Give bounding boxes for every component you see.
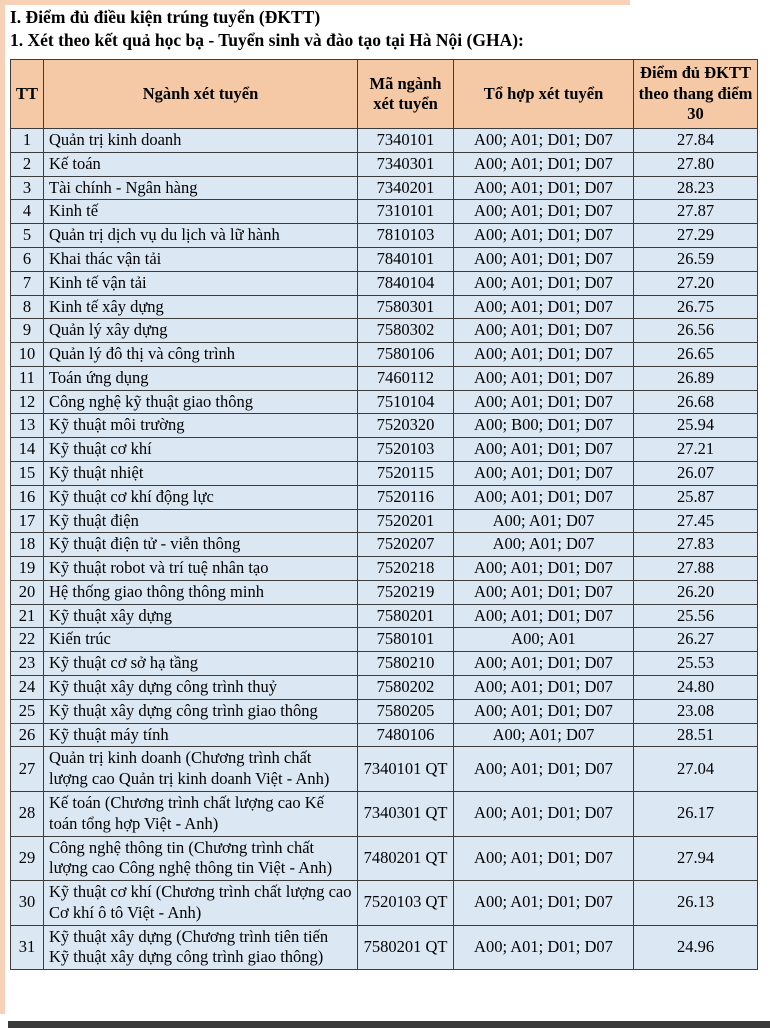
cell-nganh: Kỹ thuật máy tính — [44, 723, 358, 747]
cell-tt: 14 — [11, 438, 44, 462]
cell-tohop: A00; A01; D01; D07 — [454, 129, 634, 153]
cell-diem: 26.59 — [634, 247, 758, 271]
cell-diem: 27.83 — [634, 533, 758, 557]
cell-ma: 7520219 — [358, 580, 454, 604]
cell-nganh: Kinh tế vận tải — [44, 271, 358, 295]
cell-diem: 26.13 — [634, 881, 758, 926]
cell-diem: 27.04 — [634, 747, 758, 792]
cell-ma: 7480201 QT — [358, 836, 454, 881]
cell-diem: 28.51 — [634, 723, 758, 747]
cell-nganh: Kỹ thuật robot và trí tuệ nhân tạo — [44, 557, 358, 581]
cell-tt: 21 — [11, 604, 44, 628]
cell-nganh: Kiến trúc — [44, 628, 358, 652]
cell-tt: 11 — [11, 366, 44, 390]
cell-nganh: Quản trị dịch vụ du lịch và lữ hành — [44, 224, 358, 248]
table-row — [11, 462, 758, 486]
table-row — [11, 152, 758, 176]
table-row — [11, 723, 758, 747]
cell-nganh: Kỹ thuật nhiệt — [44, 462, 358, 486]
cell-tohop: A00; A01; D07 — [454, 723, 634, 747]
cell-ma: 7520201 — [358, 509, 454, 533]
cell-tohop: A00; A01; D01; D07 — [454, 604, 634, 628]
cell-tt: 13 — [11, 414, 44, 438]
cell-diem: 26.56 — [634, 319, 758, 343]
header-nganh: Ngành xét tuyển — [44, 60, 358, 129]
table-row — [11, 557, 758, 581]
admission-score-table — [10, 59, 758, 970]
cell-tt: 1 — [11, 129, 44, 153]
cell-ma: 7520116 — [358, 485, 454, 509]
table-header — [11, 60, 758, 129]
cell-diem: 26.20 — [634, 580, 758, 604]
table-row — [11, 485, 758, 509]
table-row — [11, 129, 758, 153]
cell-diem: 25.94 — [634, 414, 758, 438]
cell-tt: 10 — [11, 343, 44, 367]
table-row — [11, 652, 758, 676]
cell-ma: 7580302 — [358, 319, 454, 343]
cell-tt: 20 — [11, 580, 44, 604]
cell-ma: 7460112 — [358, 366, 454, 390]
cell-tohop: A00; A01; D01; D07 — [454, 881, 634, 926]
cell-nganh: Quản trị kinh doanh — [44, 129, 358, 153]
cell-tt: 30 — [11, 881, 44, 926]
cell-tohop: A00; A01; D01; D07 — [454, 925, 634, 970]
cell-ma: 7340301 — [358, 152, 454, 176]
cell-nganh: Kỹ thuật điện tử - viễn thông — [44, 533, 358, 557]
table-row — [11, 699, 758, 723]
cell-tt: 18 — [11, 533, 44, 557]
cell-ma: 7340301 QT — [358, 791, 454, 836]
table-row — [11, 881, 758, 926]
cell-diem: 25.56 — [634, 604, 758, 628]
cell-tohop: A00; A01; D01; D07 — [454, 224, 634, 248]
cell-ma: 7580202 — [358, 676, 454, 700]
cell-nganh: Công nghệ kỹ thuật giao thông — [44, 390, 358, 414]
cell-diem: 26.68 — [634, 390, 758, 414]
cell-nganh: Kỹ thuật cơ khí — [44, 438, 358, 462]
cell-nganh: Kế toán (Chương trình chất lượng cao Kế toán tổng hợp Việt - Anh) — [44, 791, 358, 836]
cell-ma: 7340101 — [358, 129, 454, 153]
table-row — [11, 319, 758, 343]
table-row — [11, 676, 758, 700]
cell-nganh: Kinh tế — [44, 200, 358, 224]
cell-ma: 7580201 — [358, 604, 454, 628]
cell-tohop: A00; A01; D01; D07 — [454, 366, 634, 390]
cell-tt: 31 — [11, 925, 44, 970]
cell-diem: 25.87 — [634, 485, 758, 509]
cell-diem: 26.07 — [634, 462, 758, 486]
cell-nganh: Kỹ thuật cơ sở hạ tầng — [44, 652, 358, 676]
table-row — [11, 533, 758, 557]
cell-diem: 27.80 — [634, 152, 758, 176]
cell-tohop: A00; A01; D01; D07 — [454, 176, 634, 200]
cell-tt: 7 — [11, 271, 44, 295]
table-row — [11, 366, 758, 390]
cell-tt: 4 — [11, 200, 44, 224]
cell-nganh: Kỹ thuật cơ khí động lực — [44, 485, 358, 509]
cell-tt: 9 — [11, 319, 44, 343]
cell-ma: 7810103 — [358, 224, 454, 248]
cell-tt: 2 — [11, 152, 44, 176]
table-row — [11, 580, 758, 604]
cell-tohop: A00; A01; D01; D07 — [454, 676, 634, 700]
cell-nganh: Kỹ thuật cơ khí (Chương trình chất lượng cao Cơ khí ô tô Việt - Anh) — [44, 881, 358, 926]
cell-nganh: Kế toán — [44, 152, 358, 176]
cell-tt: 6 — [11, 247, 44, 271]
table-row — [11, 628, 758, 652]
cell-ma: 7580101 — [358, 628, 454, 652]
cell-nganh: Toán ứng dụng — [44, 366, 358, 390]
table-row — [11, 414, 758, 438]
top-accent-strip — [0, 0, 630, 5]
cell-tohop: A00; A01; D01; D07 — [454, 390, 634, 414]
cell-diem: 26.27 — [634, 628, 758, 652]
cell-tt: 15 — [11, 462, 44, 486]
cell-ma: 7840104 — [358, 271, 454, 295]
cell-ma: 7520207 — [358, 533, 454, 557]
cell-ma: 7840101 — [358, 247, 454, 271]
cell-diem: 27.29 — [634, 224, 758, 248]
cell-tt: 19 — [11, 557, 44, 581]
table-body — [11, 129, 758, 970]
cell-diem: 23.08 — [634, 699, 758, 723]
cell-tohop: A00; A01; D01; D07 — [454, 580, 634, 604]
cell-tt: 22 — [11, 628, 44, 652]
cell-ma: 7580205 — [358, 699, 454, 723]
cell-tt: 23 — [11, 652, 44, 676]
table-row — [11, 509, 758, 533]
cell-nganh: Quản trị kinh doanh (Chương trình chất lượng cao Quản trị kinh doanh Việt - Anh) — [44, 747, 358, 792]
cell-tohop: A00; A01; D01; D07 — [454, 699, 634, 723]
cell-tohop: A00; A01; D01; D07 — [454, 836, 634, 881]
cell-diem: 27.84 — [634, 129, 758, 153]
cell-ma: 7520103 — [358, 438, 454, 462]
cell-tohop: A00; A01; D01; D07 — [454, 152, 634, 176]
cell-nganh: Kỹ thuật xây dựng công trình thuỷ — [44, 676, 358, 700]
cell-diem: 26.89 — [634, 366, 758, 390]
cell-tohop: A00; A01; D01; D07 — [454, 438, 634, 462]
cell-tt: 27 — [11, 747, 44, 792]
cell-tt: 3 — [11, 176, 44, 200]
cell-tt: 25 — [11, 699, 44, 723]
cell-tt: 5 — [11, 224, 44, 248]
cell-tohop: A00; A01; D01; D07 — [454, 557, 634, 581]
cell-diem: 27.88 — [634, 557, 758, 581]
table-row — [11, 247, 758, 271]
cell-tt: 28 — [11, 791, 44, 836]
cell-tohop: A00; A01; D01; D07 — [454, 271, 634, 295]
table-row — [11, 224, 758, 248]
cell-nganh: Công nghệ thông tin (Chương trình chất lượng cao Công nghệ thông tin Việt - Anh) — [44, 836, 358, 881]
cell-diem: 25.53 — [634, 652, 758, 676]
table-row — [11, 200, 758, 224]
cell-tt: 12 — [11, 390, 44, 414]
cell-ma: 7480106 — [358, 723, 454, 747]
table-row — [11, 747, 758, 792]
cell-ma: 7580201 QT — [358, 925, 454, 970]
cell-nganh: Kỹ thuật xây dựng công trình giao thông — [44, 699, 358, 723]
table-row — [11, 295, 758, 319]
cell-diem: 27.45 — [634, 509, 758, 533]
cell-tohop: A00; A01; D01; D07 — [454, 485, 634, 509]
cell-nganh: Kỹ thuật xây dựng — [44, 604, 358, 628]
cell-ma: 7310101 — [358, 200, 454, 224]
cell-ma: 7580210 — [358, 652, 454, 676]
titles-block — [0, 0, 770, 52]
cell-tohop: A00; A01; D01; D07 — [454, 747, 634, 792]
cell-nganh: Quản lý xây dựng — [44, 319, 358, 343]
cell-tt: 26 — [11, 723, 44, 747]
cell-ma: 7580106 — [358, 343, 454, 367]
cell-ma: 7520320 — [358, 414, 454, 438]
subsection-title: 1. Xét theo kết quả học bạ - Tuyển sinh và đào tạo tại Hà Nội (GHA): — [10, 30, 524, 51]
table-row — [11, 791, 758, 836]
cell-tt: 17 — [11, 509, 44, 533]
cell-tohop: A00; A01; D01; D07 — [454, 319, 634, 343]
table-row — [11, 271, 758, 295]
cell-tt: 29 — [11, 836, 44, 881]
table-row — [11, 176, 758, 200]
cell-tt: 16 — [11, 485, 44, 509]
cell-ma: 7580301 — [358, 295, 454, 319]
cell-tt: 24 — [11, 676, 44, 700]
cell-diem: 27.94 — [634, 836, 758, 881]
header-tohop: Tổ hợp xét tuyển — [454, 60, 634, 129]
cell-ma: 7340101 QT — [358, 747, 454, 792]
cell-ma: 7340201 — [358, 176, 454, 200]
table-row — [11, 343, 758, 367]
header-ma: Mã ngành xét tuyển — [358, 60, 454, 129]
table-row — [11, 390, 758, 414]
cell-diem: 27.20 — [634, 271, 758, 295]
cell-nganh: Khai thác vận tải — [44, 247, 358, 271]
cell-nganh: Kỹ thuật xây dựng (Chương trình tiên tiến Kỹ thuật xây dựng công trình giao thông) — [44, 925, 358, 970]
cell-nganh: Tài chính - Ngân hàng — [44, 176, 358, 200]
cell-tt: 8 — [11, 295, 44, 319]
section-title: I. Điểm đủ điều kiện trúng tuyển (ĐKTT) — [10, 7, 321, 27]
cell-nganh: Kỹ thuật môi trường — [44, 414, 358, 438]
cell-diem: 27.21 — [634, 438, 758, 462]
cell-ma: 7520115 — [358, 462, 454, 486]
cell-ma: 7520218 — [358, 557, 454, 581]
cell-tohop: A00; A01; D01; D07 — [454, 791, 634, 836]
header-tt: TT — [11, 60, 44, 129]
cell-ma: 7520103 QT — [358, 881, 454, 926]
cell-diem: 26.75 — [634, 295, 758, 319]
cell-tohop: A00; A01; D01; D07 — [454, 462, 634, 486]
cell-tohop: A00; A01; D01; D07 — [454, 200, 634, 224]
table-row — [11, 438, 758, 462]
cell-ma: 7510104 — [358, 390, 454, 414]
table-row — [11, 836, 758, 881]
cell-nganh: Kỹ thuật điện — [44, 509, 358, 533]
cell-nganh: Hệ thống giao thông thông minh — [44, 580, 358, 604]
cell-tohop: A00; A01; D01; D07 — [454, 652, 634, 676]
cell-diem: 24.80 — [634, 676, 758, 700]
cell-tohop: A00; A01; D01; D07 — [454, 295, 634, 319]
bottom-dark-strip — [8, 1021, 770, 1028]
left-accent-strip — [0, 0, 5, 1014]
table-row — [11, 925, 758, 970]
header-row — [11, 60, 758, 129]
cell-diem: 24.96 — [634, 925, 758, 970]
cell-diem: 26.17 — [634, 791, 758, 836]
cell-diem: 28.23 — [634, 176, 758, 200]
cell-nganh: Quản lý đô thị và công trình — [44, 343, 358, 367]
cell-nganh: Kinh tế xây dựng — [44, 295, 358, 319]
cell-tohop: A00; A01 — [454, 628, 634, 652]
cell-tohop: A00; A01; D07 — [454, 533, 634, 557]
cell-tohop: A00; A01; D01; D07 — [454, 343, 634, 367]
cell-diem: 27.87 — [634, 200, 758, 224]
cell-tohop: A00; A01; D01; D07 — [454, 247, 634, 271]
table-row — [11, 604, 758, 628]
cell-tohop: A00; A01; D07 — [454, 509, 634, 533]
header-diem: Điểm đủ ĐKTT theo thang điểm 30 — [634, 60, 758, 129]
cell-diem: 26.65 — [634, 343, 758, 367]
cell-tohop: A00; B00; D01; D07 — [454, 414, 634, 438]
